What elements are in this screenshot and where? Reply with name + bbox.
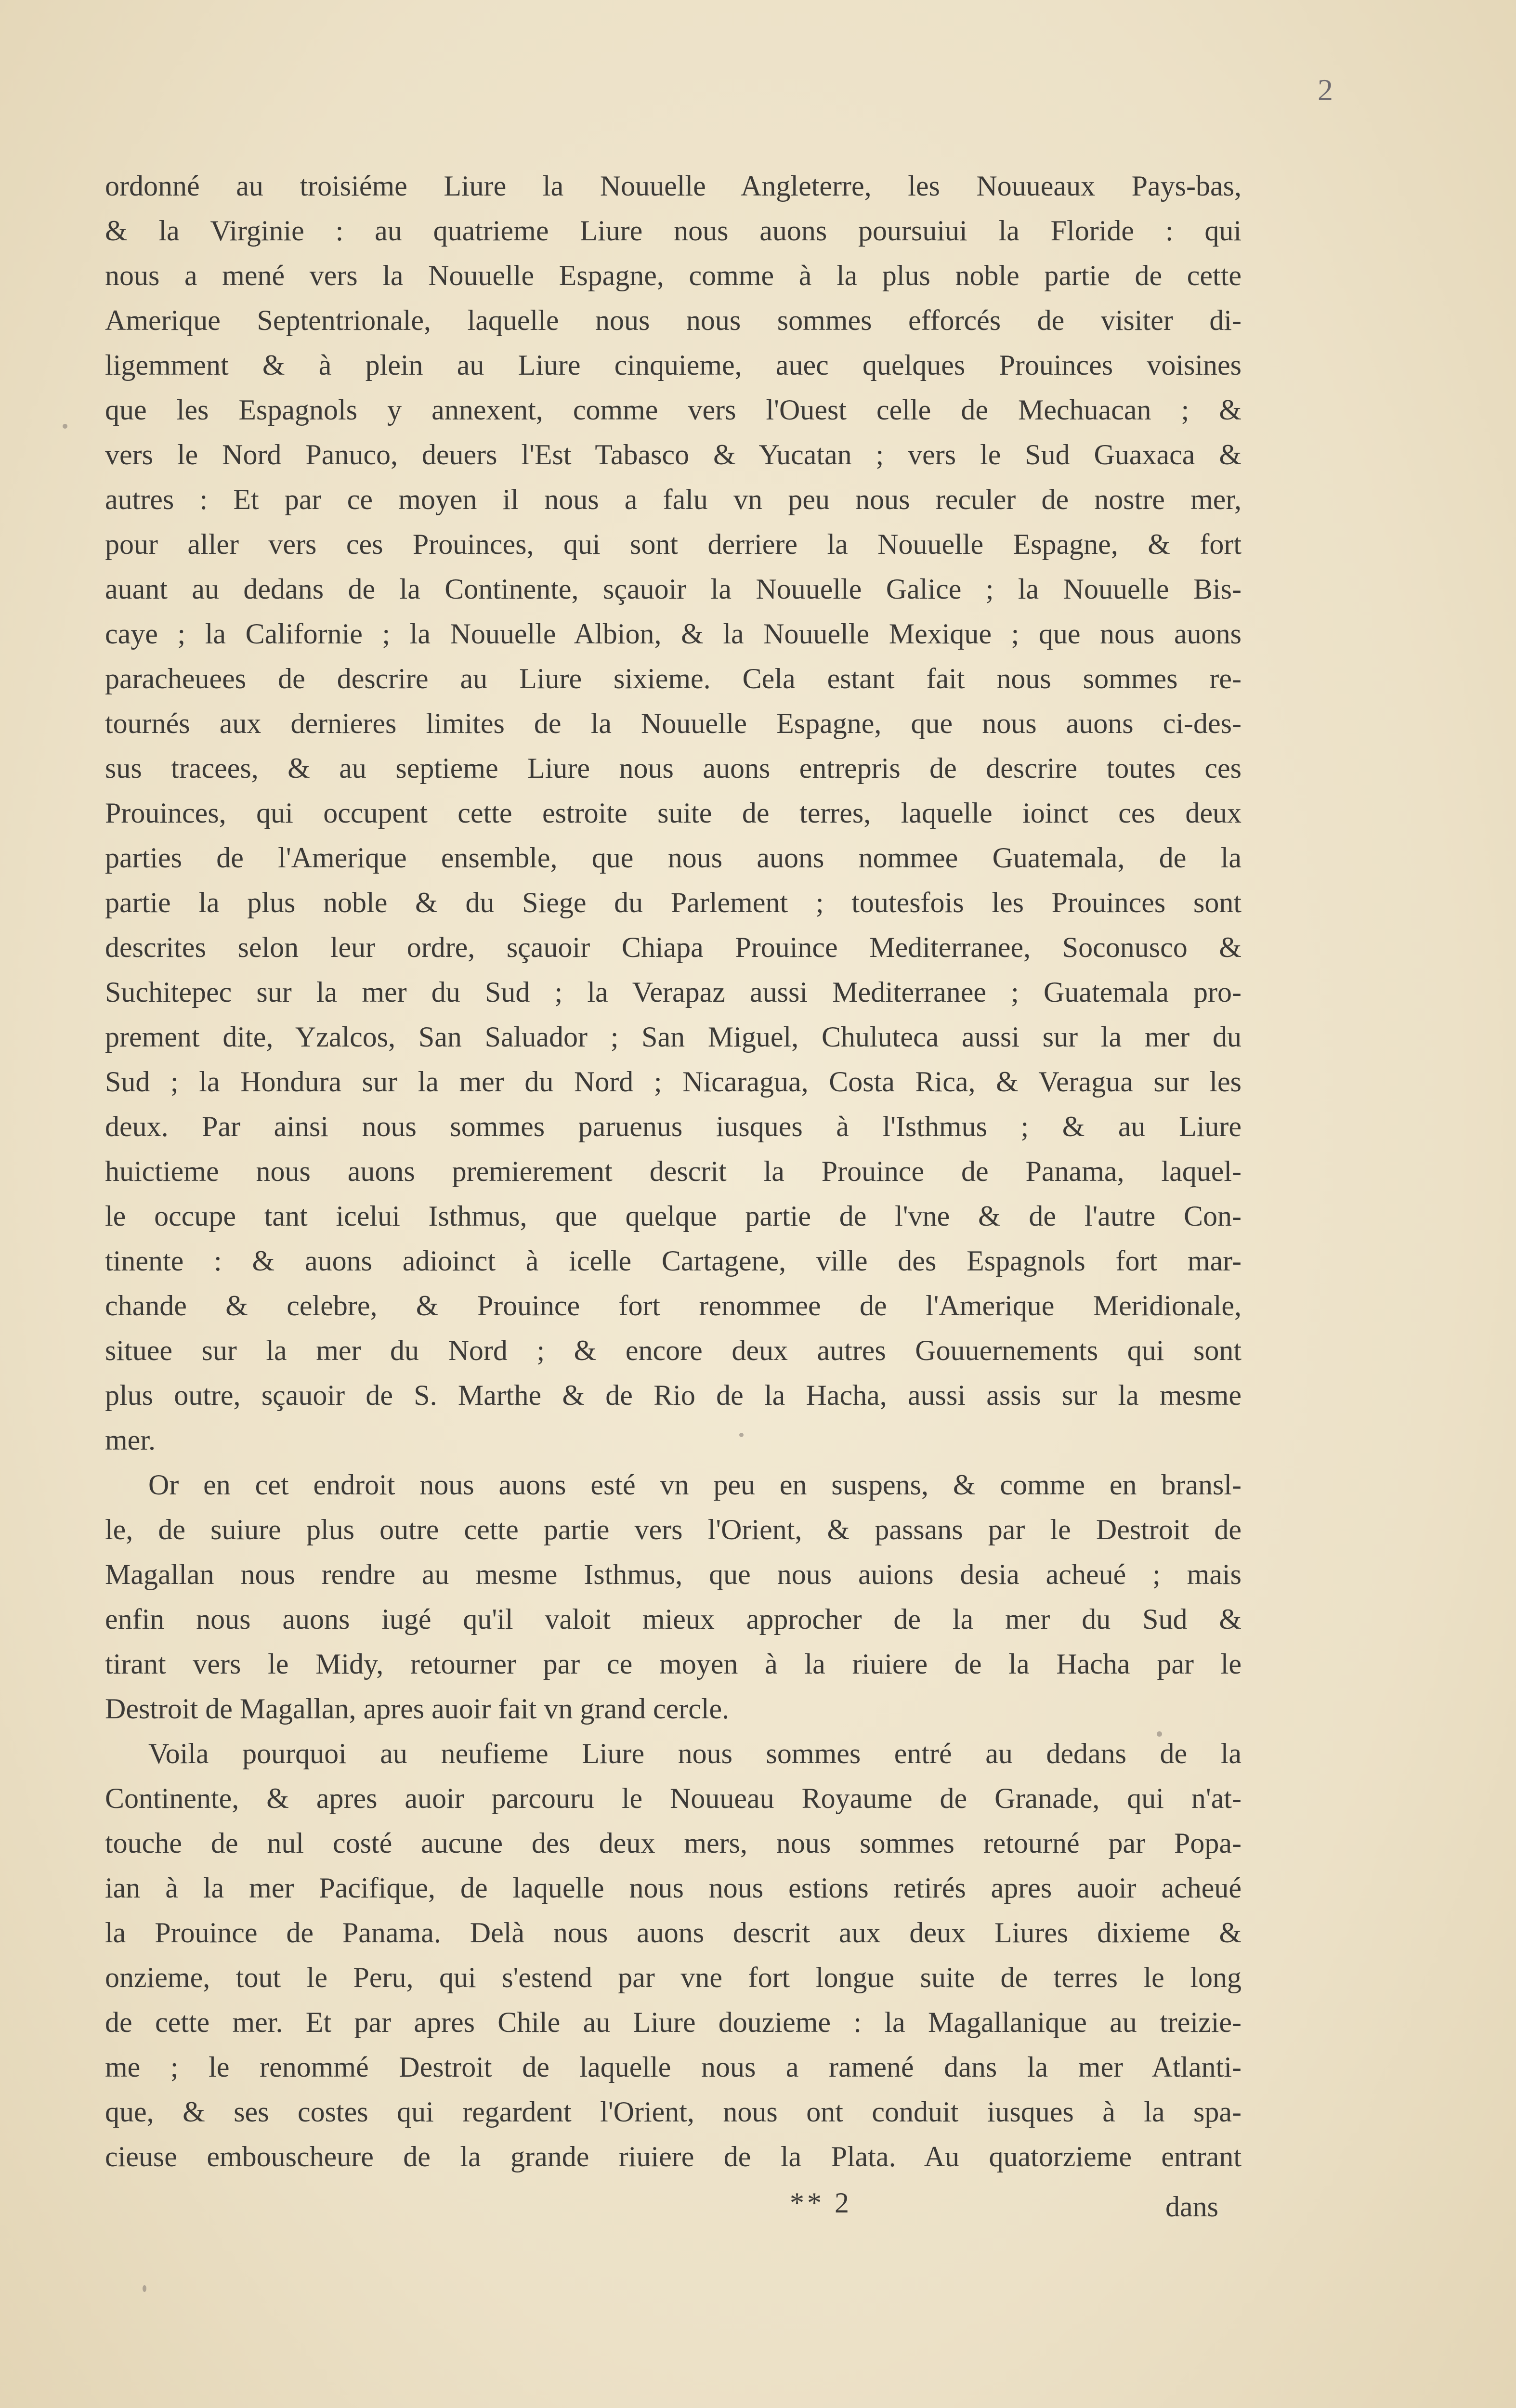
- text-line: la Prouince de Panama. Delà nous auons descrit aux deux Liures dixieme &: [105, 1917, 1242, 1949]
- text-line: tinente : & auons adioinct à icelle Cartagene, ville des Espagnols fort mar-: [105, 1245, 1242, 1277]
- text-line: & la Virginie : au quatrieme Liure nous auons poursuiui la Floride : qui: [105, 215, 1242, 247]
- text-line: Or en cet endroit nous auons esté vn peu en suspens, & comme en bransl-: [148, 1469, 1242, 1501]
- text-line: nous a mené vers la Nouuelle Espagne, comme à la plus noble partie de cette: [105, 260, 1242, 291]
- text-line: me ; le renommé Destroit de laquelle nous a ramené dans la mer Atlanti-: [105, 2051, 1242, 2083]
- text-line: situee sur la mer du Nord ; & encore deux autres Gouuernements qui sont: [105, 1335, 1242, 1366]
- text-line: mer.: [105, 1424, 156, 1456]
- catchword: dans: [1165, 2191, 1218, 2223]
- text-line: enfin nous auons iugé qu'il valoit mieux approcher de la mer du Sud &: [105, 1603, 1242, 1635]
- text-line: partie la plus noble & du Siege du Parlement ; toutesfois les Prouinces sont: [105, 887, 1242, 918]
- text-line: Voila pourquoi au neufieme Liure nous sommes entré au dedans de la: [148, 1738, 1242, 1769]
- text-line: Destroit de Magallan, apres auoir fait vn grand cercle.: [105, 1693, 730, 1725]
- text-line: ligemment & à plein au Liure cinquieme, auec quelques Prouinces voisines: [105, 349, 1242, 381]
- paper-speck: [63, 424, 67, 429]
- text-line: prement dite, Yzalcos, San Saluador ; San Miguel, Chuluteca aussi sur la mer du: [105, 1021, 1242, 1053]
- text-line: huictieme nous auons premierement descrit la Prouince de Panama, laquel-: [105, 1155, 1242, 1187]
- paper-speck: [143, 2285, 146, 2292]
- folio-number: 2: [1318, 73, 1333, 107]
- text-line: descrites selon leur ordre, sçauoir Chiapa Prouince Mediterranee, Soconusco &: [105, 931, 1242, 963]
- text-line: onzieme, tout le Peru, qui s'estend par vne fort longue suite de terres le long: [105, 1962, 1242, 1993]
- text-line: touche de nul costé aucune des deux mers, nous sommes retourné par Popa-: [105, 1827, 1242, 1859]
- text-line: parties de l'Amerique ensemble, que nous auons nommee Guatemala, de la: [105, 842, 1242, 874]
- text-line: paracheuees de descrire au Liure sixieme. Cela estant fait nous sommes re-: [105, 663, 1242, 694]
- text-line: plus outre, sçauoir de S. Marthe & de Rio de la Hacha, aussi assis sur la mesme: [105, 1379, 1242, 1411]
- text-line: ordonné au troisiéme Liure la Nouuelle Angleterre, les Nouueaux Pays-bas,: [105, 170, 1242, 202]
- text-line: que, & ses costes qui regardent l'Orient, nous ont conduit iusques à la spa-: [105, 2096, 1242, 2128]
- text-line: le, de suiure plus outre cette partie vers l'Orient, & passans par le Destroit de: [105, 1514, 1242, 1545]
- text-line: Sud ; la Hondura sur la mer du Nord ; Nicaragua, Costa Rica, & Veragua sur les: [105, 1066, 1242, 1098]
- text-line: Continente, & apres auoir parcouru le Nouueau Royaume de Granade, qui n'at-: [105, 1782, 1242, 1814]
- text-line: sus tracees, & au septieme Liure nous auons entrepris de descrire toutes ces: [105, 752, 1242, 784]
- text-line: tournés aux dernieres limites de la Nouuelle Espagne, que nous auons ci-des-: [105, 707, 1242, 739]
- text-line: Amerique Septentrionale, laquelle nous nous sommes efforcés de visiter di-: [105, 304, 1242, 336]
- text-line: tirant vers le Midy, retourner par ce moyen à la riuiere de la Hacha par le: [105, 1648, 1242, 1680]
- text-line: Magallan nous rendre au mesme Isthmus, que nous auions desia acheué ; mais: [105, 1558, 1242, 1590]
- text-line: que les Espagnols y annexent, comme vers l'Ouest celle de Mechuacan ; &: [105, 394, 1242, 426]
- text-line: le occupe tant icelui Isthmus, que quelque partie de l'vne & de l'autre Con-: [105, 1200, 1242, 1232]
- text-line: vers le Nord Panuco, deuers l'Est Tabasco & Yucatan ; vers le Sud Guaxaca &: [105, 439, 1242, 471]
- text-line: Prouinces, qui occupent cette estroite suite de terres, laquelle ioinct ces deux: [105, 797, 1242, 829]
- text-line: auant au dedans de la Continente, sçauoir la Nouuelle Galice ; la Nouuelle Bis-: [105, 573, 1242, 605]
- text-line: pour aller vers ces Prouinces, qui sont derriere la Nouuelle Espagne, & fort: [105, 528, 1242, 560]
- text-line: deux. Par ainsi nous sommes paruenus iusques à l'Isthmus ; & au Liure: [105, 1111, 1242, 1142]
- signature-mark: ** 2: [790, 2187, 852, 2219]
- text-line: caye ; la Californie ; la Nouuelle Albion, & la Nouuelle Mexique ; que nous auons: [105, 618, 1242, 650]
- paper-speck: [1157, 1731, 1162, 1737]
- text-line: chande & celebre, & Prouince fort renommee de l'Amerique Meridionale,: [105, 1290, 1242, 1322]
- text-line: cieuse embouscheure de la grande riuiere de la Plata. Au quatorzieme entrant: [105, 2141, 1242, 2172]
- text-line: de cette mer. Et par apres Chile au Liure douzieme : la Magallanique au treizie-: [105, 2006, 1242, 2038]
- text-line: Suchitepec sur la mer du Sud ; la Verapaz aussi Mediterranee ; Guatemala pro-: [105, 976, 1242, 1008]
- body-text: [105, 164, 1242, 2179]
- text-line: autres : Et par ce moyen il nous a falu vn peu nous reculer de nostre mer,: [105, 484, 1242, 515]
- text-line: ian à la mer Pacifique, de laquelle nous nous estions retirés apres auoir acheué: [105, 1872, 1242, 1904]
- paper-speck: [739, 1433, 744, 1437]
